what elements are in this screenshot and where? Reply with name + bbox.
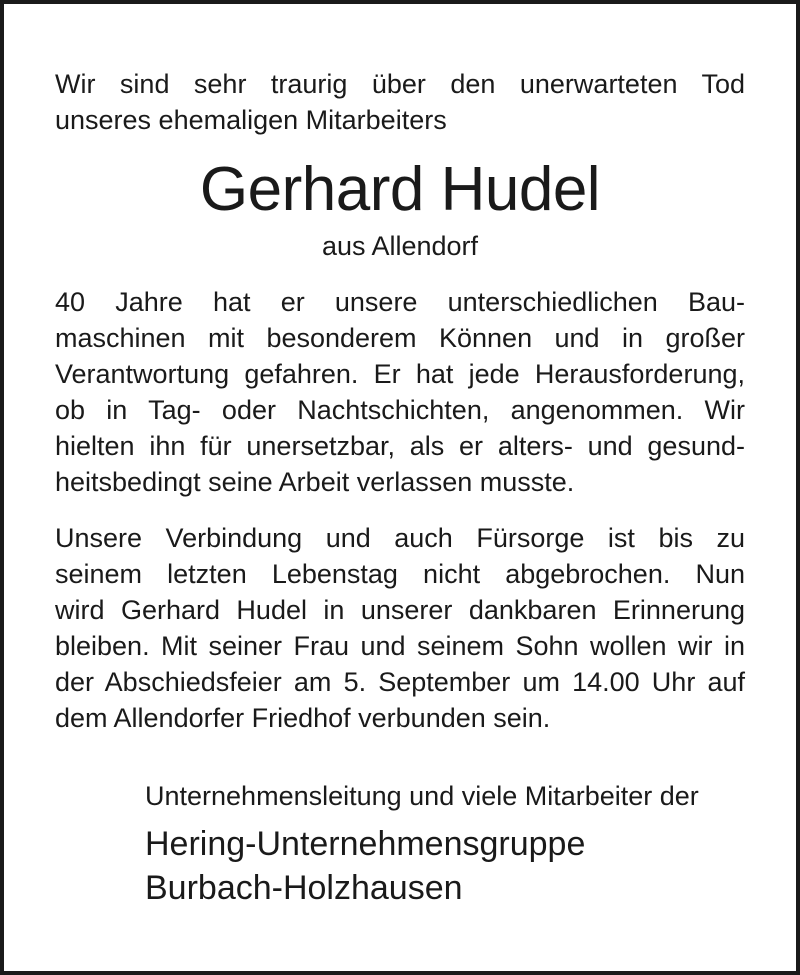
paragraph-line: ob in Tag- oder Nachtschichten, angenommen. Wir: [55, 395, 745, 425]
intro-line: unseres ehemaligen Mitarbeiters: [55, 105, 447, 135]
signature-block: [145, 778, 765, 910]
paragraph-line: 40 Jahre hat er unsere unterschiedlichen Bau-: [55, 287, 745, 317]
paragraph-line: Unsere Verbindung und auch Fürsorge ist bis zu: [55, 523, 745, 553]
intro-line: Wir sind sehr traurig über den unerwarteten Tod: [55, 69, 745, 99]
tribute-paragraph: [55, 284, 745, 500]
intro-text: [55, 66, 745, 138]
paragraph-line: maschinen mit besonderem Können und in großer: [55, 323, 745, 353]
paragraph-line: seinem letzten Lebenstag nicht abgebrochen. Nun: [55, 559, 745, 589]
paragraph-line: dem Allendorfer Friedhof verbunden sein.: [55, 703, 551, 733]
paragraph-line: bleiben. Mit seiner Frau und seinem Sohn wollen wir in: [55, 631, 745, 661]
paragraph-line: der Abschiedsfeier am 5. September um 14.00 Uhr auf: [55, 667, 745, 697]
company-name: Hering-Unternehmensgruppe: [145, 825, 586, 863]
paragraph-line: heitsbedingt seine Arbeit verlassen musste.: [55, 467, 575, 497]
paragraph-line: Verantwortung gefahren. Er hat jede Herausforderung,: [55, 359, 745, 389]
paragraph-line: wird Gerhard Hudel in unserer dankbaren Erinnerung: [55, 595, 745, 625]
company-location: Burbach-Holzhausen: [145, 869, 463, 907]
farewell-paragraph: [55, 520, 745, 736]
deceased-name: Gerhard Hudel: [199, 155, 601, 224]
deceased-origin: aus Allendorf: [321, 231, 479, 261]
paragraph-line: hielten ihn für unersetzbar, als er alters- und gesund-: [55, 431, 745, 461]
signature-line: Unternehmensleitung und viele Mitarbeiter der: [145, 781, 699, 811]
notice-body: [55, 66, 745, 736]
